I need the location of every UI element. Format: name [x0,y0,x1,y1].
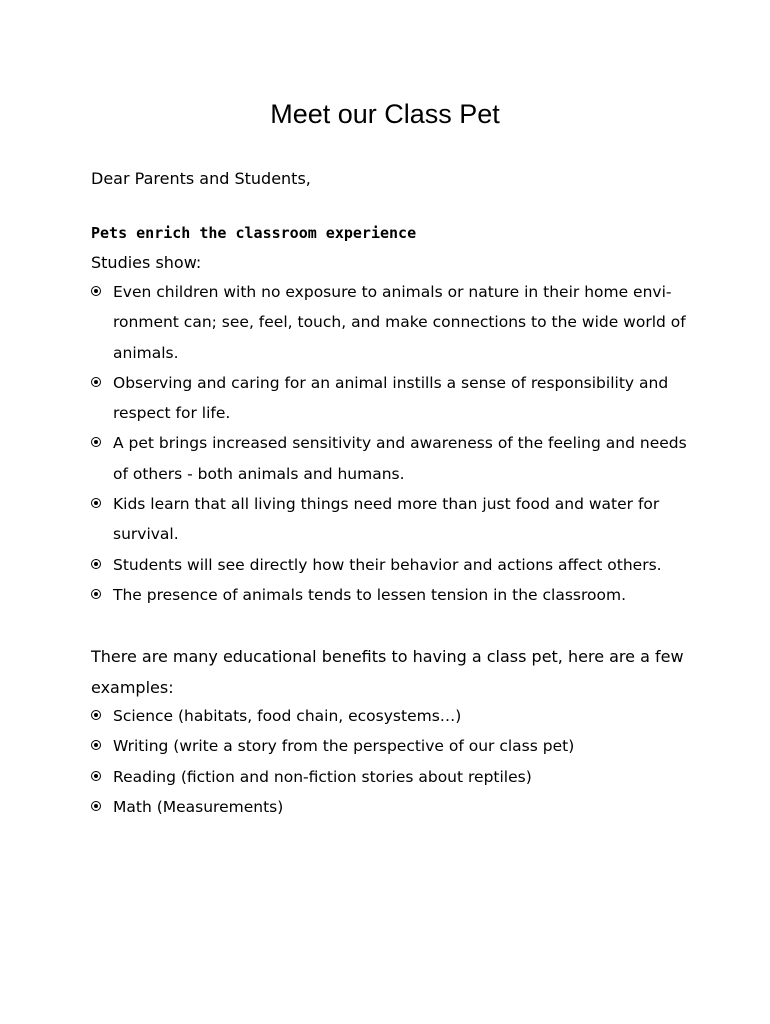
page-title: Meet our Class Pet [270,99,500,129]
list-item [91,701,691,731]
circled-dot-bullet-icon [91,437,101,447]
list-item [91,580,691,610]
list-item [91,792,691,822]
circled-dot-bullet-icon [91,801,101,811]
circled-dot-bullet-icon [91,559,101,569]
circled-dot-bullet-icon [91,740,101,750]
list-item [91,762,691,792]
list-item [91,731,691,761]
benefits-intro: There are many educational benefits to having a class pet, here are a few examples: [91,647,684,697]
circled-dot-bullet-icon [91,589,101,599]
list-item-text: Kids learn that all living things need more than just food and water for survival. [113,495,660,544]
list-item-text: Students will see directly how their behavior and actions affect others. [113,555,662,574]
circled-dot-bullet-icon [91,498,101,508]
list-item [91,428,691,489]
list-item [91,489,691,550]
list-item-text: Even children with no exposure to animals or nature in their home envi- ronment can; see, feel, touch, and make connections to the wide world of animals. [113,283,686,362]
benefits-list [91,701,691,822]
studies-intro: Studies show: [91,253,202,272]
list-item-text: The presence of animals tends to lessen tension in the classroom. [113,585,627,604]
list-item-text: Math (Measurements) [113,797,284,816]
list-item-text: Observing and caring for an animal instills a sense of responsibility and respect for life. [113,373,669,423]
list-item [91,277,691,368]
list-item-text: Writing (write a story from the perspective of our class pet) [113,737,575,756]
studies-list [91,277,691,610]
list-item-text: Reading (fiction and non-fiction stories about reptiles) [113,767,532,786]
circled-dot-bullet-icon [91,771,101,781]
list-item [91,550,691,580]
list-item-text: Science (habitats, food chain, ecosystems…) [113,707,462,725]
circled-dot-bullet-icon [91,286,101,296]
list-item [91,368,691,429]
list-item-text: A pet brings increased sensitivity and awareness of the feeling and needs of others - both animals and humans. [113,434,687,483]
section-heading: Pets enrich the classroom experience [91,224,417,242]
circled-dot-bullet-icon [91,377,101,387]
circled-dot-bullet-icon [91,710,101,720]
greeting: Dear Parents and Students, [91,169,311,188]
